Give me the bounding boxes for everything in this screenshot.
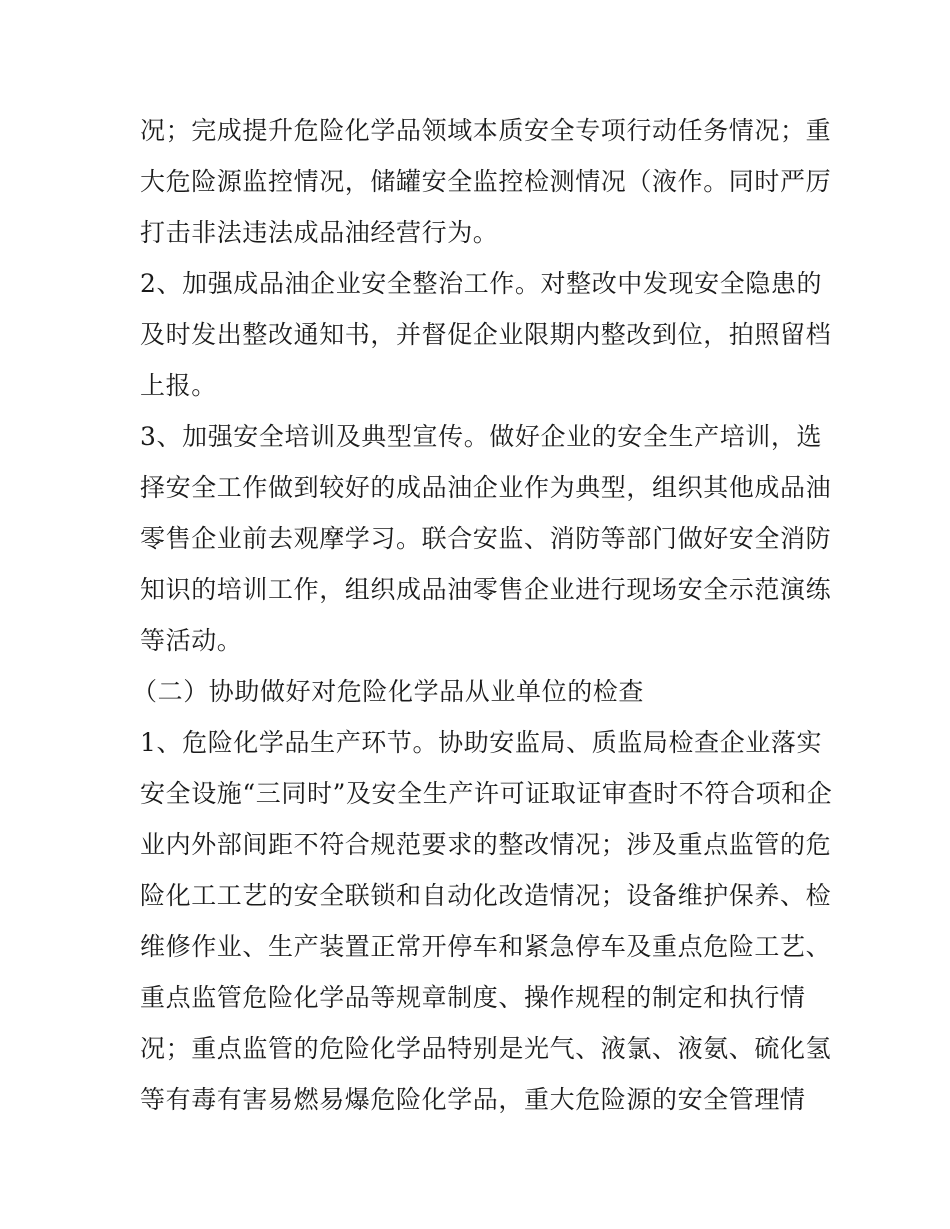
text-line: 况；完成提升危险化学品领域本质安全专项行动任务情况；重 (140, 116, 832, 145)
text-line: 重点监管危险化学品等规章制度、操作规程的制定和执行情 (140, 983, 806, 1012)
text-line: 打击非法违法成品油经营行为。 (140, 218, 499, 247)
text-line: 知识的培训工作，组织成品油零售企业进行现场安全示范演练 (140, 575, 832, 604)
text-line: 业内外部间距不符合规范要求的整改情况；涉及重点监管的危 (140, 830, 832, 859)
text-line: 2、加强成品油企业安全整治工作。对整改中发现安全隐患的 (140, 269, 823, 298)
text-line: 等活动。 (140, 626, 243, 655)
text-line: 及时发出整改通知书，并督促企业限期内整改到位，拍照留档 (140, 320, 832, 349)
text-line: 上报。 (140, 371, 217, 400)
text-line: 维修作业、生产装置正常开停车和紧急停车及重点危险工艺、 (140, 932, 832, 961)
text-line: 1、危险化学品生产环节。协助安监局、质监局检查企业落实 (140, 728, 823, 757)
document-body (132, 105, 833, 1125)
text-line: 3、加强安全培训及典型宣传。做好企业的安全生产培训，选 (140, 422, 823, 451)
text-line: 零售企业前去观摩学习。联合安监、消防等部门做好安全消防 (140, 524, 832, 553)
text-line: 大危险源监控情况，储罐安全监控检测情况（液作。同时严厉 (140, 167, 832, 196)
text-line: 险化工工艺的安全联锁和自动化改造情况；设备维护保养、检 (140, 881, 832, 910)
text-line: 等有毒有害易燃易爆危险化学品，重大危险源的安全管理情 (140, 1085, 806, 1114)
text-line: 况；重点监管的危险化学品特别是光气、液氯、液氨、硫化氢 (140, 1034, 832, 1063)
text-line: 择安全工作做到较好的成品油企业作为典型，组织其他成品油 (140, 473, 832, 502)
section-heading: （二）协助做好对危险化学品从业单位的检查 (132, 677, 645, 706)
text-line: 安全设施“三同时”及安全生产许可证取证审查时不符合项和企 (140, 779, 833, 808)
